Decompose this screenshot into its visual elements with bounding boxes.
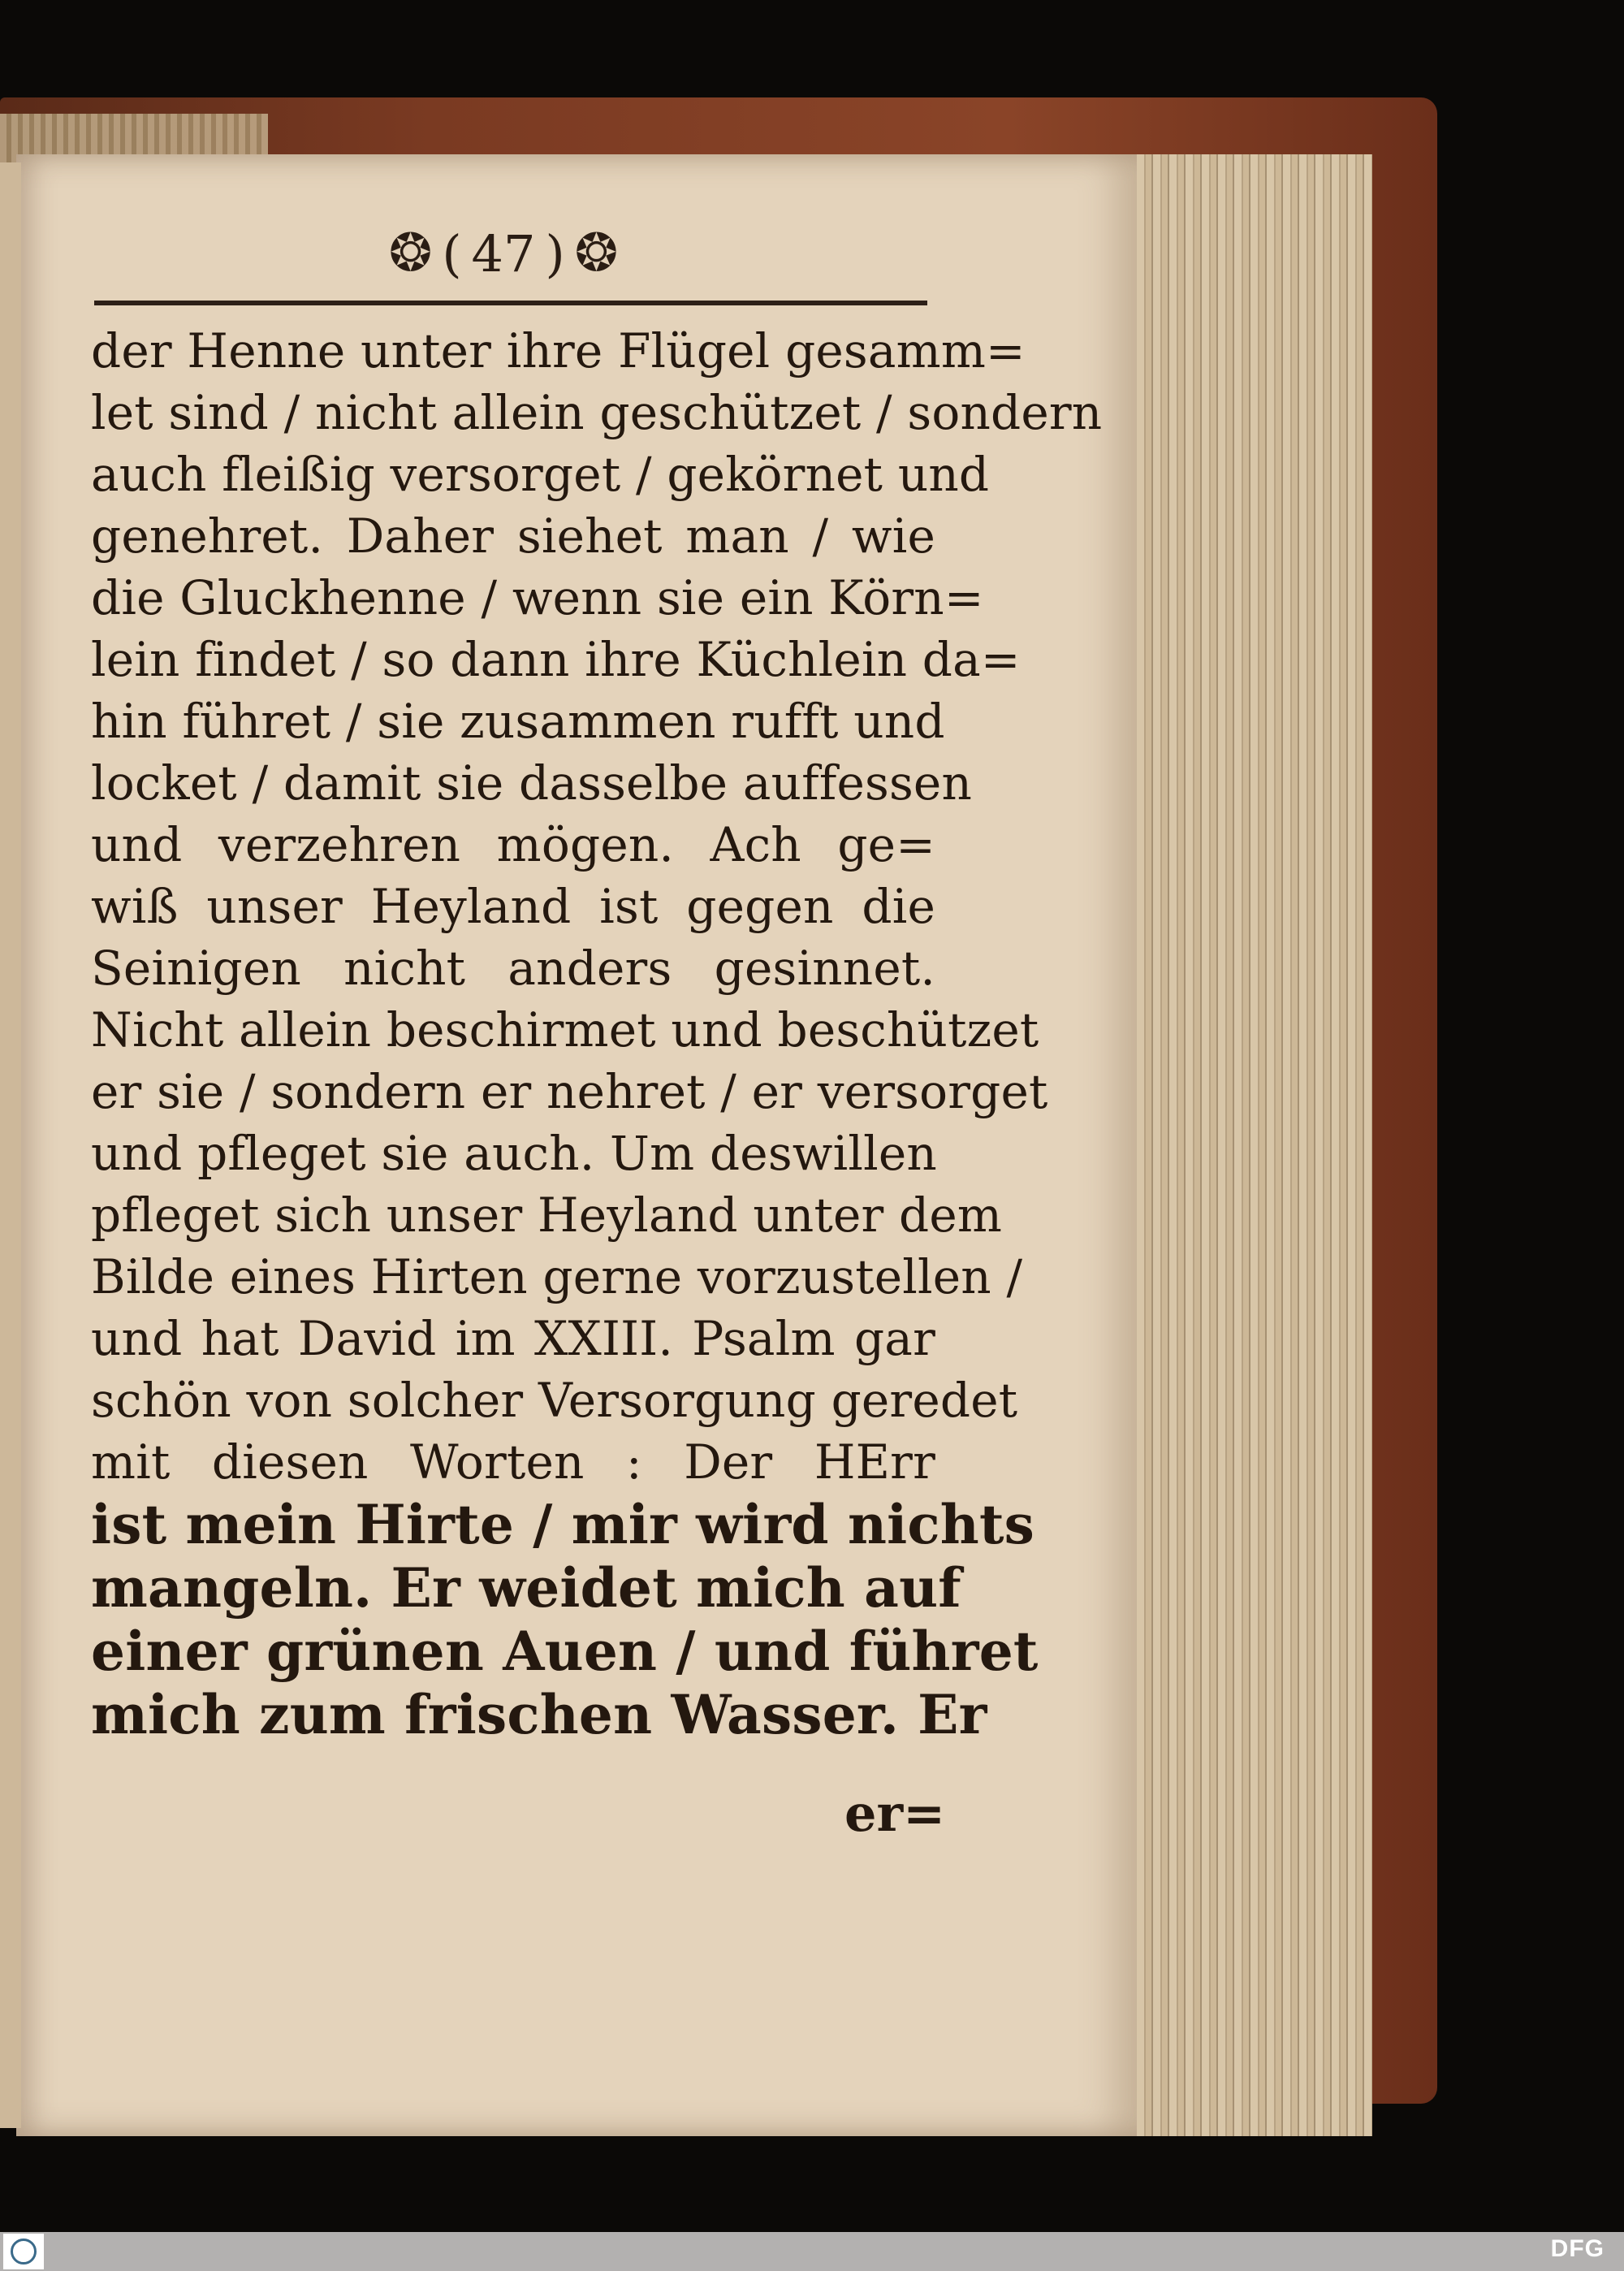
quote-line: mangeln. Er weidet mich auf: [91, 1556, 961, 1620]
quote-line: einer grünen Auen / und führet: [91, 1620, 1039, 1683]
text-line: der Henne unter ihre Flügel gesamm=: [91, 323, 1026, 378]
text-line: und verzehren mögen. Ach ge=: [91, 817, 935, 872]
text-line: er sie / sondern er nehret / er versorget: [91, 1064, 1048, 1119]
text-line: lein findet / so dann ihre Küchlein da=: [91, 632, 1021, 687]
text-line: und hat David im XXIII. Psalm gar: [91, 1311, 935, 1366]
dfg-logo[interactable]: DFG: [1550, 2235, 1605, 2262]
text-line: locket / damit sie dasselbe auffessen: [91, 755, 973, 811]
text-line: wiß unser Heyland ist gegen die: [91, 879, 935, 934]
text-line: hin führet / sie zusammen rufft und: [91, 694, 945, 749]
close-paren: ): [545, 223, 565, 283]
ornament-right-icon: ❂: [574, 223, 619, 283]
quote-line: mich zum frischen Wasser. Er: [91, 1683, 987, 1746]
text-line: die Gluckhenne / wenn sie ein Körn=: [91, 570, 984, 625]
text-line: let sind / nicht allein geschützet / sondern: [91, 385, 1103, 440]
text-line: schön von solcher Versorgung geredet: [91, 1373, 1018, 1428]
text-line: pfleget sich unser Heyland unter dem: [91, 1187, 1003, 1243]
header-rule: [94, 301, 927, 305]
library-logo-icon[interactable]: [3, 2234, 44, 2269]
page-edges: [1104, 154, 1372, 2136]
page-number: 47: [471, 223, 536, 283]
text-line: mit diesen Worten : Der HErr: [91, 1434, 935, 1490]
catchword: er=: [844, 1784, 946, 1843]
quote-line: ist mein Hirte / mir wird nichts: [91, 1493, 1035, 1556]
left-page-fold: [0, 162, 21, 2128]
ornament-left-icon: ❂: [388, 223, 433, 283]
text-line: auch fleißig versorget / gekörnet und: [91, 447, 990, 502]
text-line: genehret. Daher siehet man / wie: [91, 508, 935, 564]
open-paren: (: [442, 223, 462, 283]
text-line: Seinigen nicht anders gesinnet.: [91, 941, 935, 996]
text-line: Bilde eines Hirten gerne vorzustellen /: [91, 1249, 1023, 1304]
viewer-footer-bar: [0, 2232, 1624, 2271]
body-text: [91, 320, 1103, 1746]
page-header: [357, 221, 650, 286]
text-line: und pfleget sie auch. Um deswillen: [91, 1126, 937, 1181]
text-line: Nicht allein beschirmet und beschützet: [91, 1002, 1039, 1058]
